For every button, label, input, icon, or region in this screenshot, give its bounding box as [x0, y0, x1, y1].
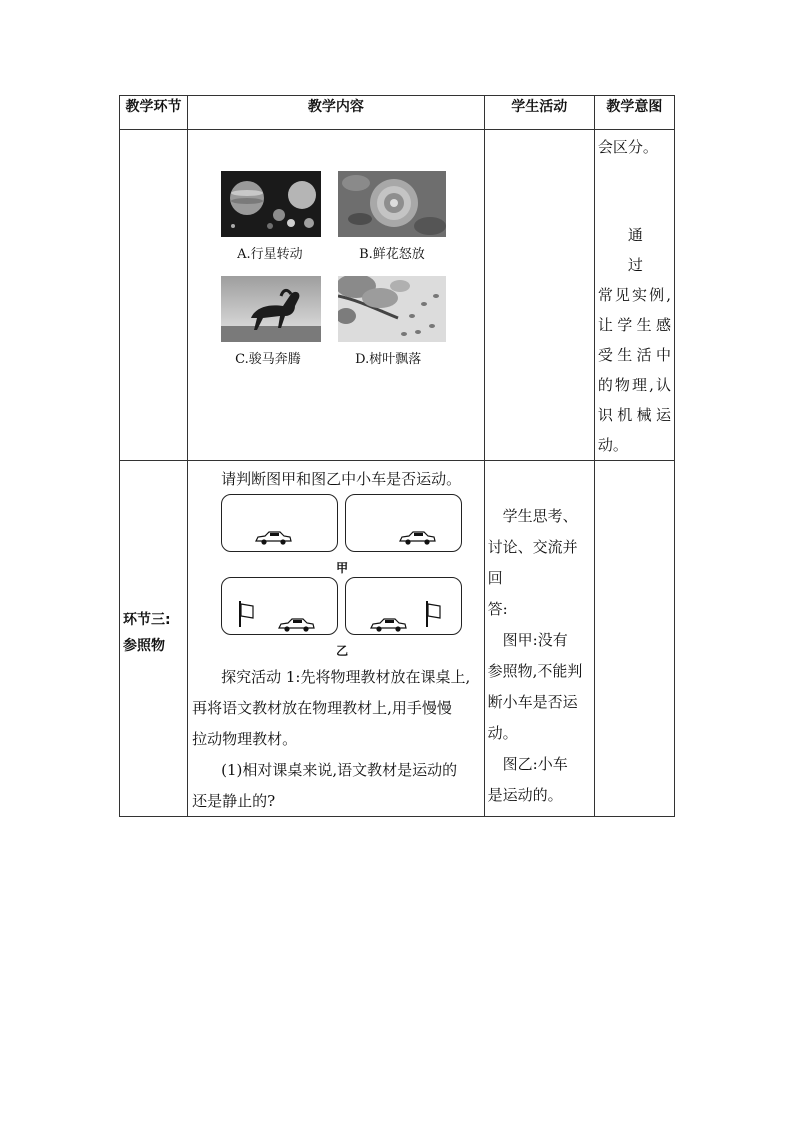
frame-yi-left — [221, 577, 338, 635]
falling-leaves-photo-art — [338, 276, 446, 342]
stage-cell — [120, 461, 188, 817]
frame-yi-right — [345, 577, 462, 635]
content-cell — [188, 130, 485, 461]
table-header-row — [120, 96, 675, 130]
horse-photo — [221, 276, 321, 342]
activity-line: 断小车是否运 — [487, 693, 578, 711]
intent-line: 会区分。 — [597, 138, 658, 156]
motion-examples-figure — [188, 130, 484, 435]
intent-line: 的物理,认 — [597, 376, 671, 394]
intent-line: 受生活中 — [597, 346, 671, 364]
paragraph-line: 拉动物理教材。 — [192, 730, 298, 748]
header-activity: 学生活动 — [484, 96, 594, 130]
activity-cell — [484, 461, 594, 817]
lesson-plan-table — [119, 95, 675, 817]
header-stage: 教学环节 — [120, 96, 188, 130]
flower-photo — [338, 171, 446, 237]
flag-icon — [424, 600, 444, 628]
activity-cell-empty — [484, 130, 594, 461]
activity-line: 是运动的。 — [487, 786, 563, 804]
stage-line: 环节三: — [123, 612, 171, 628]
intent-line: 识机械运 — [597, 406, 671, 424]
stage-cell-empty — [120, 130, 188, 461]
car-icon — [277, 618, 315, 632]
intent-cell — [594, 130, 674, 461]
figure-label-yi: 乙 — [336, 644, 349, 658]
stage-title — [120, 461, 187, 659]
student-activity-text — [485, 461, 594, 811]
activity-line: 答: — [487, 600, 508, 618]
intent-line: 让学生感 — [597, 316, 671, 334]
header-intent: 教学意图 — [594, 96, 674, 130]
paragraph-line: 再将语文教材放在物理教材上,用手慢慢 — [192, 699, 452, 717]
table-row — [120, 461, 675, 817]
table-row — [120, 130, 675, 461]
frame-jia-right — [345, 494, 462, 552]
activity-line: 参照物,不能判 — [487, 662, 583, 680]
content-cell — [188, 461, 485, 817]
activity-line: 图乙:小车 — [487, 755, 568, 773]
car-icon — [369, 618, 407, 632]
question-text: 请判断图甲和图乙中小车是否运动。 — [221, 470, 462, 488]
flag-icon — [237, 600, 257, 628]
image-caption-d: D.树叶飘落 — [355, 352, 422, 367]
paragraph-line: 探究活动 1:先将物理教材放在课桌上, — [221, 668, 471, 686]
intent-line: 常见实例, — [597, 286, 671, 304]
car-icon — [398, 531, 436, 545]
stage-line: 参照物 — [123, 638, 165, 654]
image-caption-b: B.鲜花怒放 — [359, 247, 425, 262]
flower-photo-art — [338, 171, 446, 237]
activity-line: 动。 — [487, 724, 518, 742]
image-caption-a: A.行星转动 — [237, 247, 303, 262]
intent-line: 动。 — [597, 436, 628, 454]
frame-jia-left — [221, 494, 338, 552]
activity-line: 图甲:没有 — [487, 631, 568, 649]
paragraph-line: (1)相对课桌来说,语文教材是运动的 — [221, 761, 458, 779]
falling-leaves-photo — [338, 276, 446, 342]
intent-cell-empty — [594, 461, 674, 817]
intent-line: 通 过 — [627, 226, 658, 274]
planets-photo-art — [221, 171, 321, 237]
planets-photo — [221, 171, 321, 237]
activity-line: 讨论、交流并回 — [487, 538, 578, 587]
image-caption-c: C.骏马奔腾 — [235, 352, 301, 367]
activity-line: 学生思考、 — [487, 507, 578, 525]
reference-frame-content — [188, 461, 484, 816]
paragraph-line: 还是静止的? — [192, 792, 276, 810]
horse-photo-art — [221, 276, 321, 342]
header-content: 教学内容 — [188, 96, 485, 130]
car-icon — [254, 531, 292, 545]
figure-label-jia: 甲 — [336, 561, 349, 575]
intent-text — [595, 130, 674, 460]
